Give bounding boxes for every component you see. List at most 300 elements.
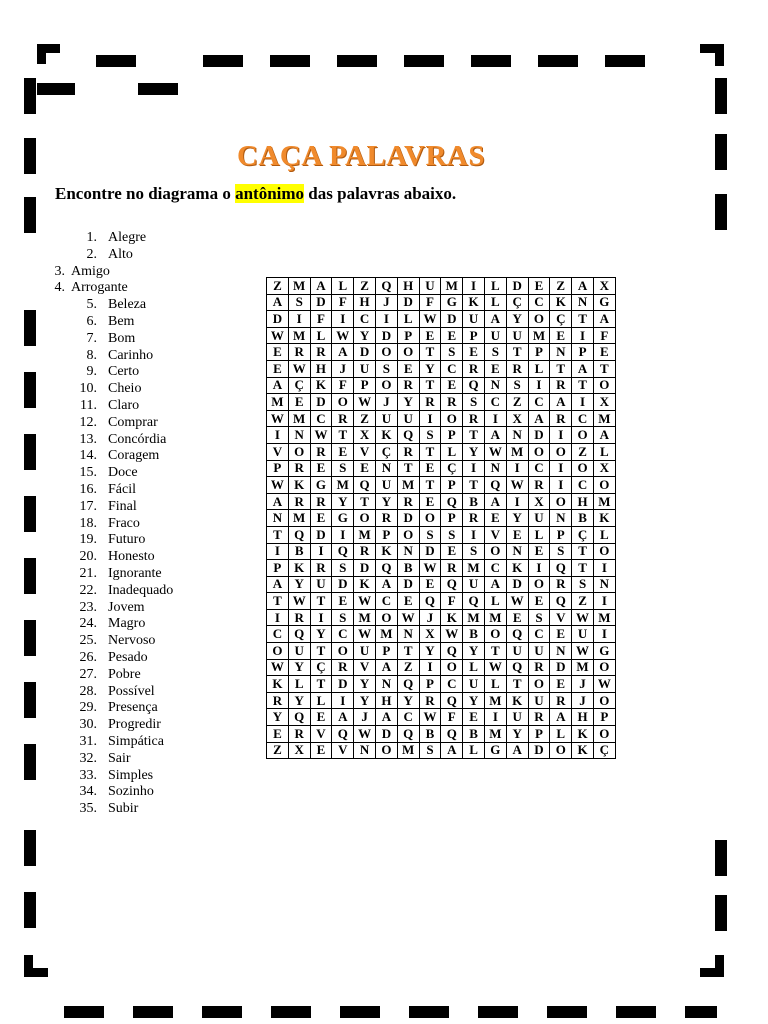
border-dash [270, 55, 310, 67]
grid-cell: G [310, 477, 332, 494]
grid-cell: E [463, 344, 485, 361]
grid-cell: S [332, 460, 354, 477]
grid-cell: E [332, 443, 354, 460]
grid-cell: S [288, 294, 310, 311]
grid-cell: W [354, 394, 376, 411]
grid-cell: U [310, 576, 332, 593]
grid-cell: T [572, 311, 594, 328]
grid-cell: Q [397, 427, 419, 444]
grid-cell: Y [463, 643, 485, 660]
grid-cell: M [375, 626, 397, 643]
grid-cell: D [419, 543, 441, 560]
grid-cell: H [375, 692, 397, 709]
grid-cell: O [375, 742, 397, 759]
grid-cell: T [397, 643, 419, 660]
word-text: Jovem [108, 599, 145, 615]
grid-cell: E [419, 576, 441, 593]
instruction-text [55, 184, 456, 204]
grid-cell: L [528, 360, 550, 377]
grid-cell: V [332, 742, 354, 759]
grid-cell: O [593, 477, 615, 494]
word-number: 24. [79, 616, 97, 632]
grid-cell: L [528, 526, 550, 543]
grid-cell: E [441, 543, 463, 560]
grid-cell: R [288, 460, 310, 477]
grid-cell: I [419, 659, 441, 676]
grid-cell: T [572, 377, 594, 394]
grid-cell: L [310, 692, 332, 709]
word-list-item [70, 296, 146, 313]
grid-cell: U [506, 709, 528, 726]
grid-cell: L [332, 278, 354, 295]
grid-row [267, 410, 616, 427]
grid-cell: C [572, 477, 594, 494]
grid-row [267, 377, 616, 394]
grid-cell: A [267, 576, 289, 593]
grid-cell: P [354, 377, 376, 394]
grid-cell: N [550, 344, 572, 361]
grid-cell: V [354, 659, 376, 676]
grid-cell: R [550, 410, 572, 427]
grid-cell: F [593, 327, 615, 344]
grid-cell: W [397, 609, 419, 626]
grid-cell: O [593, 377, 615, 394]
border-dash [24, 682, 36, 718]
grid-cell: R [354, 543, 376, 560]
grid-cell: K [375, 543, 397, 560]
word-list-item [70, 666, 141, 683]
grid-cell: W [288, 360, 310, 377]
grid-cell: Z [550, 278, 572, 295]
grid-cell: Ç [288, 377, 310, 394]
grid-cell: O [354, 510, 376, 527]
grid-cell: Y [288, 576, 310, 593]
grid-cell: O [332, 394, 354, 411]
grid-cell: O [419, 510, 441, 527]
grid-cell: I [288, 311, 310, 328]
grid-cell: W [354, 593, 376, 610]
border-dash [715, 194, 727, 230]
grid-cell: Q [288, 626, 310, 643]
grid-cell: Q [441, 643, 463, 660]
grid-cell: E [267, 360, 289, 377]
grid-cell: S [484, 344, 506, 361]
word-number: 25. [79, 633, 97, 649]
grid-cell: D [397, 576, 419, 593]
grid-row [267, 294, 616, 311]
border-dash [715, 78, 727, 114]
word-list-item [70, 246, 133, 263]
word-text: Sair [108, 750, 131, 766]
word-number: 10. [79, 381, 97, 397]
grid-cell: Q [441, 726, 463, 743]
grid-cell: C [332, 626, 354, 643]
grid-cell: U [419, 278, 441, 295]
word-text: Amigo [71, 263, 110, 279]
grid-cell: O [397, 526, 419, 543]
grid-cell: A [441, 742, 463, 759]
word-number: 5. [86, 297, 97, 313]
grid-cell: Y [354, 676, 376, 693]
word-text: Final [108, 498, 137, 514]
grid-cell: S [419, 526, 441, 543]
border-dash [138, 83, 178, 95]
grid-cell: P [419, 676, 441, 693]
grid-cell: R [419, 394, 441, 411]
word-number: 29. [79, 700, 97, 716]
grid-cell: W [572, 643, 594, 660]
grid-cell: U [463, 311, 485, 328]
grid-cell: L [593, 526, 615, 543]
grid-cell: C [528, 626, 550, 643]
grid-cell: T [267, 526, 289, 543]
grid-cell: S [441, 526, 463, 543]
grid-cell: L [484, 294, 506, 311]
grid-cell: W [441, 626, 463, 643]
grid-cell: E [354, 460, 376, 477]
grid-cell: I [550, 427, 572, 444]
word-number: 15. [79, 465, 97, 481]
grid-cell: P [441, 510, 463, 527]
word-number: 27. [79, 666, 97, 682]
grid-cell: B [419, 726, 441, 743]
grid-cell: U [463, 576, 485, 593]
instruction-before: Encontre no diagrama o [55, 184, 236, 203]
grid-cell: W [332, 327, 354, 344]
grid-cell: C [354, 311, 376, 328]
border-corner [37, 44, 46, 64]
grid-row [267, 311, 616, 328]
word-text: Presença [108, 700, 158, 716]
grid-cell: Q [550, 560, 572, 577]
grid-cell: A [484, 493, 506, 510]
grid-row [267, 659, 616, 676]
grid-cell: E [310, 742, 332, 759]
grid-row [267, 643, 616, 660]
border-dash [24, 620, 36, 656]
grid-cell: S [419, 427, 441, 444]
word-text: Pesado [108, 650, 148, 665]
grid-cell: W [572, 609, 594, 626]
grid-cell: T [463, 477, 485, 494]
word-number: 32. [79, 750, 97, 766]
grid-cell: I [267, 543, 289, 560]
grid-cell: I [463, 460, 485, 477]
grid-cell: N [267, 510, 289, 527]
word-text: Alegre [108, 230, 147, 245]
grid-cell: Q [506, 659, 528, 676]
grid-cell: I [463, 278, 485, 295]
grid-cell: H [397, 278, 419, 295]
grid-cell: S [332, 609, 354, 626]
grid-cell: W [484, 443, 506, 460]
word-text: Doce [108, 465, 138, 481]
grid-row [267, 609, 616, 626]
grid-cell: Z [572, 593, 594, 610]
grid-cell: U [375, 477, 397, 494]
grid-cell: T [310, 676, 332, 693]
grid-row [267, 676, 616, 693]
grid-cell: C [484, 560, 506, 577]
grid-cell: K [288, 560, 310, 577]
grid-row [267, 493, 616, 510]
grid-cell: B [397, 560, 419, 577]
word-number: 33. [79, 767, 97, 783]
grid-cell: Ç [593, 742, 615, 759]
grid-cell: X [354, 427, 376, 444]
word-list-item [47, 263, 110, 280]
grid-cell: E [506, 526, 528, 543]
word-list-item [70, 498, 137, 515]
grid-cell: R [528, 659, 550, 676]
word-text: Simpática [108, 734, 164, 749]
grid-cell: K [572, 742, 594, 759]
grid-cell: P [441, 477, 463, 494]
grid-cell: W [288, 593, 310, 610]
grid-cell: M [484, 726, 506, 743]
grid-cell: R [463, 510, 485, 527]
grid-cell: Ç [572, 526, 594, 543]
border-corner [24, 968, 48, 977]
grid-cell: U [397, 410, 419, 427]
grid-cell: E [419, 493, 441, 510]
grid-cell: M [463, 560, 485, 577]
grid-cell: E [463, 709, 485, 726]
grid-cell: M [288, 278, 310, 295]
grid-cell: E [397, 360, 419, 377]
grid-cell: F [419, 294, 441, 311]
grid-cell: O [593, 659, 615, 676]
grid-cell: P [441, 427, 463, 444]
grid-cell: N [550, 643, 572, 660]
grid-cell: T [332, 427, 354, 444]
grid-cell: D [332, 576, 354, 593]
grid-cell: E [267, 726, 289, 743]
grid-cell: Y [267, 709, 289, 726]
grid-cell: E [550, 676, 572, 693]
grid-cell: S [506, 377, 528, 394]
border-dash [271, 1006, 311, 1018]
grid-cell: E [506, 609, 528, 626]
grid-cell: R [550, 692, 572, 709]
grid-cell: O [593, 543, 615, 560]
grid-cell: P [267, 560, 289, 577]
grid-row [267, 726, 616, 743]
grid-cell: V [354, 443, 376, 460]
grid-cell: S [375, 360, 397, 377]
grid-cell: Y [506, 311, 528, 328]
grid-cell: A [528, 410, 550, 427]
grid-cell: A [332, 344, 354, 361]
grid-row [267, 427, 616, 444]
grid-cell: D [397, 294, 419, 311]
grid-cell: O [375, 609, 397, 626]
grid-cell: L [484, 278, 506, 295]
word-text: Subir [108, 801, 139, 817]
grid-cell: H [572, 493, 594, 510]
grid-cell: C [528, 394, 550, 411]
grid-cell: I [267, 427, 289, 444]
grid-row [267, 709, 616, 726]
grid-row [267, 593, 616, 610]
grid-cell: W [354, 626, 376, 643]
border-dash [96, 55, 136, 67]
word-list-item [70, 363, 139, 380]
grid-cell: F [441, 593, 463, 610]
word-text: Fácil [108, 482, 136, 497]
grid-cell: N [484, 377, 506, 394]
grid-cell: M [506, 443, 528, 460]
grid-cell: G [593, 294, 615, 311]
grid-cell: K [375, 427, 397, 444]
grid-cell: D [354, 344, 376, 361]
grid-cell: T [310, 643, 332, 660]
grid-row [267, 543, 616, 560]
grid-cell: D [506, 576, 528, 593]
grid-cell: R [310, 560, 332, 577]
grid-cell: X [506, 410, 528, 427]
grid-cell: X [593, 278, 615, 295]
border-dash [24, 830, 36, 866]
word-text: Magro [108, 616, 146, 632]
grid-cell: Q [419, 593, 441, 610]
border-dash [24, 892, 36, 928]
border-dash [24, 434, 36, 470]
grid-cell: D [310, 526, 332, 543]
grid-cell: M [354, 526, 376, 543]
grid-cell: K [354, 576, 376, 593]
grid-cell: Q [441, 493, 463, 510]
grid-cell: I [419, 410, 441, 427]
word-number: 11. [80, 398, 97, 413]
word-text: Coragem [108, 448, 160, 464]
word-number: 3. [54, 263, 65, 279]
grid-cell: D [441, 311, 463, 328]
grid-cell: K [506, 560, 528, 577]
grid-cell: E [484, 510, 506, 527]
word-list-item [70, 767, 153, 784]
grid-cell: R [550, 576, 572, 593]
grid-row [267, 477, 616, 494]
grid-cell: X [288, 742, 310, 759]
grid-cell: T [593, 360, 615, 377]
word-number: 4. [54, 280, 65, 296]
grid-cell: Q [441, 692, 463, 709]
grid-cell: U [375, 410, 397, 427]
grid-cell: J [572, 692, 594, 709]
grid-cell: A [593, 427, 615, 444]
grid-cell: Y [288, 659, 310, 676]
grid-cell: J [572, 676, 594, 693]
grid-cell: A [484, 311, 506, 328]
grid-row [267, 344, 616, 361]
grid-cell: Y [419, 360, 441, 377]
grid-cell: T [572, 543, 594, 560]
word-search-grid [266, 277, 616, 759]
grid-cell: J [419, 609, 441, 626]
grid-cell: I [484, 410, 506, 427]
word-number: 22. [79, 582, 97, 598]
grid-cell: T [419, 477, 441, 494]
border-dash [203, 55, 243, 67]
grid-cell: R [375, 510, 397, 527]
grid-cell: C [441, 676, 463, 693]
grid-cell: R [419, 692, 441, 709]
grid-cell: M [572, 659, 594, 676]
grid-cell: R [288, 609, 310, 626]
word-list-item [70, 464, 138, 481]
grid-cell: O [572, 460, 594, 477]
word-text: Certo [108, 364, 140, 380]
grid-cell: V [484, 526, 506, 543]
grid-cell: I [375, 311, 397, 328]
grid-cell: S [463, 394, 485, 411]
grid-cell: E [441, 327, 463, 344]
grid-cell: W [419, 311, 441, 328]
word-list-item [70, 683, 155, 700]
grid-cell: S [332, 560, 354, 577]
grid-cell: D [528, 742, 550, 759]
grid-row [267, 327, 616, 344]
grid-cell: T [506, 676, 528, 693]
grid-cell: I [506, 493, 528, 510]
grid-cell: N [288, 427, 310, 444]
word-text: Possível [108, 683, 155, 699]
grid-cell: E [528, 543, 550, 560]
grid-cell: R [332, 659, 354, 676]
border-dash [340, 1006, 380, 1018]
grid-cell: R [397, 377, 419, 394]
grid-row [267, 510, 616, 527]
grid-row [267, 742, 616, 759]
grid-cell: Y [506, 726, 528, 743]
word-list-item [70, 229, 146, 246]
border-dash [24, 496, 36, 532]
grid-cell: W [506, 477, 528, 494]
grid-row [267, 394, 616, 411]
grid-cell: M [528, 327, 550, 344]
grid-cell: M [484, 692, 506, 709]
border-dash [24, 197, 36, 233]
grid-cell: F [310, 311, 332, 328]
grid-cell: Y [419, 643, 441, 660]
grid-cell: T [506, 344, 528, 361]
grid-cell: B [463, 493, 485, 510]
grid-cell: U [354, 360, 376, 377]
grid-cell: W [484, 659, 506, 676]
grid-cell: R [397, 443, 419, 460]
grid-cell: T [310, 593, 332, 610]
grid-cell: Q [397, 726, 419, 743]
grid-cell: U [484, 327, 506, 344]
instruction-highlight: antônimo [235, 184, 305, 203]
grid-cell: I [593, 593, 615, 610]
grid-cell: I [310, 609, 332, 626]
grid-cell: G [593, 643, 615, 660]
word-number: 13. [79, 431, 97, 447]
grid-cell: C [484, 394, 506, 411]
grid-cell: B [572, 510, 594, 527]
grid-cell: S [572, 576, 594, 593]
grid-cell: D [528, 427, 550, 444]
grid-cell: I [267, 609, 289, 626]
grid-cell: E [484, 360, 506, 377]
grid-cell: L [441, 443, 463, 460]
grid-cell: O [550, 443, 572, 460]
grid-cell: L [463, 659, 485, 676]
grid-cell: K [593, 510, 615, 527]
grid-cell: R [463, 410, 485, 427]
